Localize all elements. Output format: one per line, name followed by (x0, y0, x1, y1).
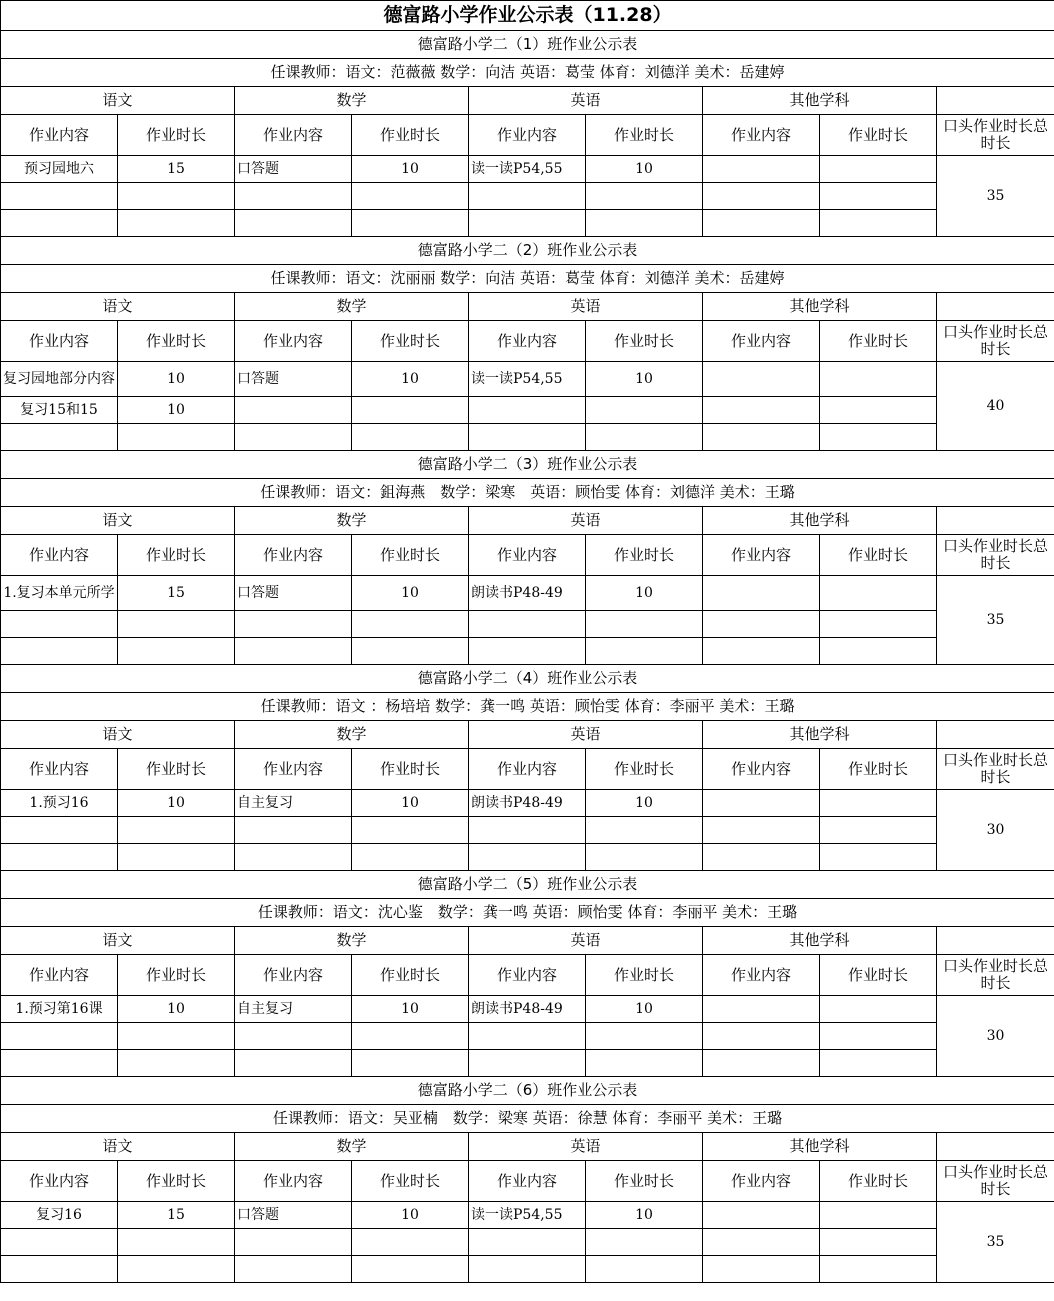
subject-other: 其他学科 (703, 293, 937, 321)
content-header: 作业内容 (1, 749, 118, 790)
class-title: 德富路小学二（4）班作业公示表 (1, 665, 1054, 693)
english-content (469, 638, 586, 665)
math-duration (352, 817, 469, 844)
oral-total-value: 30 (937, 790, 1054, 871)
other-duration (820, 996, 937, 1023)
other-duration (820, 1023, 937, 1050)
table-row (1, 1256, 1054, 1283)
english-content (469, 424, 586, 451)
chinese-duration (118, 611, 235, 638)
chinese-duration: 10 (118, 362, 235, 397)
table-row (1, 996, 1054, 1023)
math-duration: 10 (352, 1202, 469, 1229)
duration-header: 作业时长 (820, 749, 937, 790)
math-content: 口答题 (235, 156, 352, 183)
chinese-duration: 15 (118, 576, 235, 611)
table-row (1, 844, 1054, 871)
table-row (1, 576, 1054, 611)
english-duration: 10 (586, 996, 703, 1023)
chinese-content (1, 1229, 118, 1256)
teachers-row (1, 479, 1054, 507)
math-content (235, 844, 352, 871)
duration-header: 作业时长 (586, 535, 703, 576)
oral-total-value: 35 (937, 576, 1054, 665)
table-row (1, 156, 1054, 183)
table-row (1, 1050, 1054, 1077)
other-duration (820, 183, 937, 210)
content-header: 作业内容 (703, 749, 820, 790)
content-header: 作业内容 (469, 115, 586, 156)
subject-english: 英语 (469, 293, 703, 321)
column-header-row (1, 321, 1054, 362)
chinese-duration (118, 210, 235, 237)
math-content (235, 817, 352, 844)
content-header: 作业内容 (1, 535, 118, 576)
math-content (235, 397, 352, 424)
math-content: 口答题 (235, 576, 352, 611)
content-header: 作业内容 (1, 1161, 118, 1202)
content-header: 作业内容 (469, 535, 586, 576)
math-duration (352, 638, 469, 665)
math-content (235, 424, 352, 451)
duration-header: 作业时长 (352, 535, 469, 576)
other-content (703, 611, 820, 638)
column-header-row (1, 1161, 1054, 1202)
other-content (703, 183, 820, 210)
english-content (469, 1050, 586, 1077)
english-duration: 10 (586, 362, 703, 397)
math-duration (352, 1050, 469, 1077)
content-header: 作业内容 (235, 955, 352, 996)
english-duration (586, 210, 703, 237)
chinese-duration: 15 (118, 1202, 235, 1229)
teachers-line: 任课教师：语文：吴亚楠 数学：梁寒 英语：徐慧 体育：李丽平 美术：王璐 (1, 1105, 1054, 1133)
subject-empty-cell (937, 1133, 1054, 1161)
subject-other: 其他学科 (703, 927, 937, 955)
subject-empty-cell (937, 293, 1054, 321)
other-content (703, 362, 820, 397)
subject-math: 数学 (235, 721, 469, 749)
subject-header-row (1, 1133, 1054, 1161)
subject-header-row (1, 721, 1054, 749)
class-title: 德富路小学二（2）班作业公示表 (1, 237, 1054, 265)
other-duration (820, 576, 937, 611)
duration-header: 作业时长 (586, 115, 703, 156)
chinese-content (1, 1023, 118, 1050)
class-title-row (1, 451, 1054, 479)
english-duration (586, 638, 703, 665)
math-content: 自主复习 (235, 996, 352, 1023)
chinese-duration (118, 1023, 235, 1050)
math-duration (352, 397, 469, 424)
column-header-row (1, 749, 1054, 790)
duration-header: 作业时长 (820, 955, 937, 996)
content-header: 作业内容 (703, 535, 820, 576)
chinese-content (1, 183, 118, 210)
math-duration (352, 210, 469, 237)
chinese-content: 1.复习本单元所学 (1, 576, 118, 611)
english-content: 读一读P54,55 (469, 362, 586, 397)
table-body (1, 1, 1054, 1283)
other-duration (820, 844, 937, 871)
math-duration: 10 (352, 996, 469, 1023)
duration-header: 作业时长 (118, 535, 235, 576)
teachers-row (1, 59, 1054, 87)
subject-chinese: 语文 (1, 293, 235, 321)
table-row (1, 1023, 1054, 1050)
other-duration (820, 397, 937, 424)
oral-total-header: 口头作业时长总时长 (937, 955, 1054, 996)
oral-total-header: 口头作业时长总时长 (937, 1161, 1054, 1202)
math-content (235, 210, 352, 237)
chinese-content (1, 844, 118, 871)
duration-header: 作业时长 (820, 321, 937, 362)
teachers-row (1, 693, 1054, 721)
teachers-row (1, 265, 1054, 293)
english-duration (586, 183, 703, 210)
english-duration (586, 1229, 703, 1256)
duration-header: 作业时长 (820, 115, 937, 156)
english-duration: 10 (586, 576, 703, 611)
other-content (703, 638, 820, 665)
table-row (1, 183, 1054, 210)
chinese-duration: 10 (118, 996, 235, 1023)
other-content (703, 156, 820, 183)
page-title: 德富路小学作业公示表（11.28） (1, 1, 1054, 31)
subject-math: 数学 (235, 927, 469, 955)
subject-chinese: 语文 (1, 507, 235, 535)
other-duration (820, 1202, 937, 1229)
math-duration (352, 1229, 469, 1256)
teachers-line: 任课教师：语文：鉏海燕 数学：梁寒 英语：顾怡雯 体育：刘德洋 美术：王璐 (1, 479, 1054, 507)
math-duration (352, 844, 469, 871)
chinese-duration (118, 183, 235, 210)
oral-total-header: 口头作业时长总时长 (937, 535, 1054, 576)
english-duration (586, 1023, 703, 1050)
other-duration (820, 790, 937, 817)
math-duration: 10 (352, 790, 469, 817)
subject-english: 英语 (469, 721, 703, 749)
class-title: 德富路小学二（3）班作业公示表 (1, 451, 1054, 479)
duration-header: 作业时长 (586, 321, 703, 362)
subject-chinese: 语文 (1, 87, 235, 115)
oral-total-header: 口头作业时长总时长 (937, 749, 1054, 790)
math-content (235, 1229, 352, 1256)
class-title: 德富路小学二（1）班作业公示表 (1, 31, 1054, 59)
math-content: 口答题 (235, 362, 352, 397)
math-duration (352, 1256, 469, 1283)
chinese-content (1, 611, 118, 638)
english-content (469, 1256, 586, 1283)
math-duration: 10 (352, 362, 469, 397)
other-content (703, 210, 820, 237)
subject-other: 其他学科 (703, 87, 937, 115)
english-content (469, 1229, 586, 1256)
math-content (235, 1050, 352, 1077)
other-duration (820, 638, 937, 665)
math-duration (352, 183, 469, 210)
chinese-content (1, 1050, 118, 1077)
math-content (235, 1023, 352, 1050)
subject-other: 其他学科 (703, 1133, 937, 1161)
other-duration (820, 817, 937, 844)
oral-total-header: 口头作业时长总时长 (937, 115, 1054, 156)
other-content (703, 1202, 820, 1229)
content-header: 作业内容 (1, 321, 118, 362)
content-header: 作业内容 (1, 115, 118, 156)
duration-header: 作业时长 (118, 955, 235, 996)
class-title-row (1, 871, 1054, 899)
subject-empty-cell (937, 927, 1054, 955)
table-row (1, 1229, 1054, 1256)
math-duration (352, 424, 469, 451)
table-row (1, 790, 1054, 817)
other-content (703, 576, 820, 611)
math-content: 口答题 (235, 1202, 352, 1229)
subject-header-row (1, 293, 1054, 321)
duration-header: 作业时长 (118, 321, 235, 362)
duration-header: 作业时长 (352, 749, 469, 790)
chinese-content (1, 817, 118, 844)
teachers-line: 任课教师：语文：沈心鉴 数学：龚一鸣 英语：顾怡雯 体育：李丽平 美术：王璐 (1, 899, 1054, 927)
content-header: 作业内容 (469, 321, 586, 362)
class-title-row (1, 665, 1054, 693)
subject-empty-cell (937, 507, 1054, 535)
english-duration (586, 817, 703, 844)
table-row (1, 362, 1054, 397)
content-header: 作业内容 (235, 535, 352, 576)
duration-header: 作业时长 (352, 321, 469, 362)
duration-header: 作业时长 (586, 955, 703, 996)
teachers-line: 任课教师：语文：沈丽丽 数学：向洁 英语：葛莹 体育：刘德洋 美术：岳建婷 (1, 265, 1054, 293)
content-header: 作业内容 (469, 955, 586, 996)
other-duration (820, 156, 937, 183)
subject-header-row (1, 927, 1054, 955)
class-title: 德富路小学二（5）班作业公示表 (1, 871, 1054, 899)
subject-math: 数学 (235, 293, 469, 321)
duration-header: 作业时长 (352, 955, 469, 996)
subject-chinese: 语文 (1, 1133, 235, 1161)
duration-header: 作业时长 (586, 749, 703, 790)
subject-header-row (1, 507, 1054, 535)
english-content: 读一读P54,55 (469, 1202, 586, 1229)
english-content (469, 817, 586, 844)
math-content (235, 183, 352, 210)
english-duration: 10 (586, 156, 703, 183)
chinese-duration (118, 1256, 235, 1283)
math-duration (352, 1023, 469, 1050)
table-row (1, 817, 1054, 844)
duration-header: 作业时长 (118, 749, 235, 790)
chinese-duration: 15 (118, 156, 235, 183)
subject-chinese: 语文 (1, 721, 235, 749)
teachers-line: 任课教师：语文 ：杨培培 数学：龚一鸣 英语：顾怡雯 体育：李丽平 美术：王璐 (1, 693, 1054, 721)
class-title: 德富路小学二（6）班作业公示表 (1, 1077, 1054, 1105)
english-content: 朗读书P48-49 (469, 576, 586, 611)
class-title-row (1, 31, 1054, 59)
other-duration (820, 611, 937, 638)
content-header: 作业内容 (469, 1161, 586, 1202)
subject-math: 数学 (235, 87, 469, 115)
chinese-duration (118, 638, 235, 665)
other-content (703, 397, 820, 424)
math-content (235, 638, 352, 665)
chinese-content: 复习16 (1, 1202, 118, 1229)
column-header-row (1, 115, 1054, 156)
subject-chinese: 语文 (1, 927, 235, 955)
other-content (703, 996, 820, 1023)
chinese-content: 1.预习第16课 (1, 996, 118, 1023)
chinese-duration (118, 1229, 235, 1256)
duration-header: 作业时长 (820, 1161, 937, 1202)
chinese-content: 复习15和15 (1, 397, 118, 424)
subject-empty-cell (937, 87, 1054, 115)
subject-other: 其他学科 (703, 721, 937, 749)
subject-empty-cell (937, 721, 1054, 749)
content-header: 作业内容 (469, 749, 586, 790)
other-duration (820, 1256, 937, 1283)
duration-header: 作业时长 (820, 535, 937, 576)
english-duration (586, 397, 703, 424)
other-content (703, 1256, 820, 1283)
duration-header: 作业时长 (118, 1161, 235, 1202)
subject-math: 数学 (235, 1133, 469, 1161)
other-duration (820, 362, 937, 397)
duration-header: 作业时长 (586, 1161, 703, 1202)
subject-english: 英语 (469, 87, 703, 115)
math-content: 自主复习 (235, 790, 352, 817)
duration-header: 作业时长 (352, 115, 469, 156)
chinese-content: 复习园地部分内容 (1, 362, 118, 397)
other-content (703, 817, 820, 844)
english-duration (586, 1256, 703, 1283)
teachers-row (1, 1105, 1054, 1133)
column-header-row (1, 955, 1054, 996)
subject-other: 其他学科 (703, 507, 937, 535)
other-duration (820, 1229, 937, 1256)
other-duration (820, 424, 937, 451)
table-row (1, 210, 1054, 237)
other-duration (820, 210, 937, 237)
content-header: 作业内容 (703, 115, 820, 156)
table-row (1, 1202, 1054, 1229)
duration-header: 作业时长 (118, 115, 235, 156)
english-content (469, 1023, 586, 1050)
content-header: 作业内容 (235, 321, 352, 362)
subject-english: 英语 (469, 927, 703, 955)
chinese-duration (118, 844, 235, 871)
english-duration: 10 (586, 1202, 703, 1229)
chinese-duration: 10 (118, 790, 235, 817)
table-row (1, 397, 1054, 424)
content-header: 作业内容 (703, 955, 820, 996)
english-content (469, 210, 586, 237)
subject-header-row (1, 87, 1054, 115)
class-title-row (1, 237, 1054, 265)
english-duration (586, 1050, 703, 1077)
table-row (1, 424, 1054, 451)
english-content: 读一读P54,55 (469, 156, 586, 183)
math-duration: 10 (352, 156, 469, 183)
english-content: 朗读书P48-49 (469, 996, 586, 1023)
english-content (469, 397, 586, 424)
english-content (469, 183, 586, 210)
chinese-content (1, 424, 118, 451)
content-header: 作业内容 (235, 1161, 352, 1202)
other-content (703, 1229, 820, 1256)
content-header: 作业内容 (703, 321, 820, 362)
chinese-duration: 10 (118, 397, 235, 424)
content-header: 作业内容 (1, 955, 118, 996)
other-content (703, 790, 820, 817)
math-duration: 10 (352, 576, 469, 611)
chinese-content (1, 210, 118, 237)
table-row (1, 611, 1054, 638)
column-header-row (1, 535, 1054, 576)
english-duration: 10 (586, 790, 703, 817)
table-row (1, 638, 1054, 665)
chinese-duration (118, 817, 235, 844)
english-duration (586, 611, 703, 638)
other-content (703, 424, 820, 451)
content-header: 作业内容 (703, 1161, 820, 1202)
other-content (703, 1023, 820, 1050)
chinese-content: 预习园地六 (1, 156, 118, 183)
oral-total-value: 30 (937, 996, 1054, 1077)
english-duration (586, 424, 703, 451)
oral-total-header: 口头作业时长总时长 (937, 321, 1054, 362)
teachers-line: 任课教师：语文：范薇薇 数学：向洁 英语：葛莹 体育：刘德洋 美术：岳建婷 (1, 59, 1054, 87)
subject-math: 数学 (235, 507, 469, 535)
chinese-content: 1.预习16 (1, 790, 118, 817)
content-header: 作业内容 (235, 115, 352, 156)
math-duration (352, 611, 469, 638)
oral-total-value: 40 (937, 362, 1054, 451)
content-header: 作业内容 (235, 749, 352, 790)
class-title-row (1, 1077, 1054, 1105)
oral-total-value: 35 (937, 156, 1054, 237)
english-duration (586, 844, 703, 871)
duration-header: 作业时长 (352, 1161, 469, 1202)
chinese-duration (118, 424, 235, 451)
chinese-content (1, 638, 118, 665)
english-content: 朗读书P48-49 (469, 790, 586, 817)
chinese-content (1, 1256, 118, 1283)
chinese-duration (118, 1050, 235, 1077)
subject-english: 英语 (469, 1133, 703, 1161)
subject-english: 英语 (469, 507, 703, 535)
math-content (235, 1256, 352, 1283)
other-content (703, 1050, 820, 1077)
teachers-row (1, 899, 1054, 927)
english-content (469, 611, 586, 638)
oral-total-value: 35 (937, 1202, 1054, 1283)
english-content (469, 844, 586, 871)
other-duration (820, 1050, 937, 1077)
other-content (703, 844, 820, 871)
math-content (235, 611, 352, 638)
